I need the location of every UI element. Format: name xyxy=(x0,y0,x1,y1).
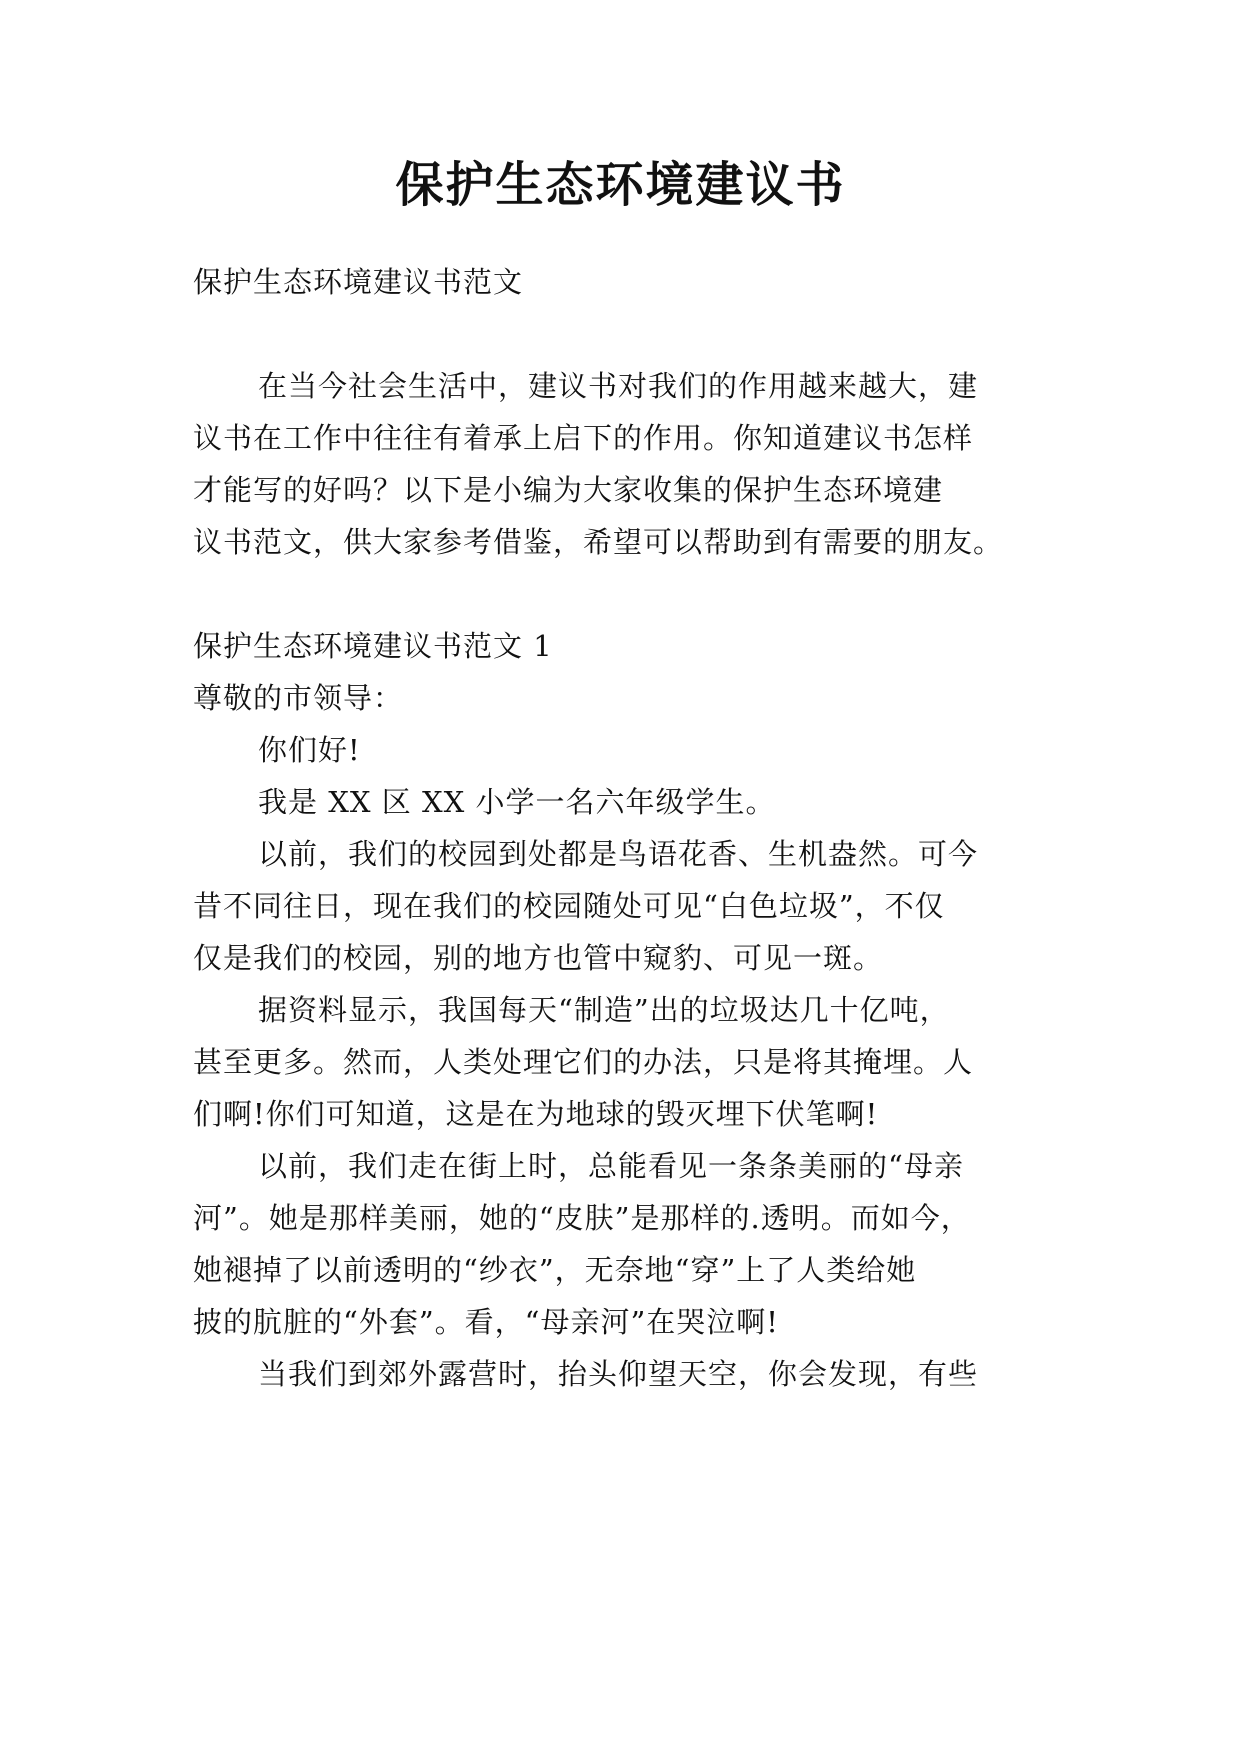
paragraph-2-line-1: 据资料显示，我国每天“制造”出的垃圾达几十亿吨， xyxy=(258,993,950,1027)
paragraph-4-line-1: 当我们到郊外露营时，抬头仰望天空，你会发现，有些 xyxy=(258,1357,979,1391)
section-heading: 保护生态环境建议书范文 1 xyxy=(193,629,553,663)
paragraph-3-line-1: 以前，我们走在街上时，总能看见一条条美丽的“母亲 xyxy=(258,1149,964,1183)
paragraph-1-line-2: 昔不同往日，现在我们的校园随处可见“白色垃圾”，不仅 xyxy=(193,889,945,923)
intro-line-4: 议书范文，供大家参考借鉴，希望可以帮助到有需要的朋友。 xyxy=(193,525,1004,559)
intro-line-1: 在当今社会生活中，建议书对我们的作用越来越大，建 xyxy=(258,369,979,403)
paragraph-1-line-3: 仅是我们的校园，别的地方也管中窥豹、可见一斑。 xyxy=(193,941,884,975)
paragraph-1-line-1: 以前，我们的校园到处都是鸟语花香、生机盎然。可今 xyxy=(258,837,979,871)
paragraph-2-line-3: 们啊!你们可知道，这是在为地球的毁灭埋下伏笔啊! xyxy=(193,1097,879,1131)
paragraph-3-line-2: 河”。她是那样美丽，她的“皮肤”是那样的.透明。而如今， xyxy=(193,1201,971,1235)
greeting: 你们好! xyxy=(258,733,361,767)
paragraph-2-line-2: 甚至更多。然而，人类处理它们的办法，只是将其掩埋。人 xyxy=(193,1045,974,1079)
intro-line-2: 议书在工作中往往有着承上启下的作用。你知道建议书怎样 xyxy=(193,421,974,455)
intro-line-3: 才能写的好吗？以下是小编为大家收集的保护生态环境建 xyxy=(193,473,944,507)
paragraph-3-line-3: 她褪掉了以前透明的“纱衣”，无奈地“穿”上了人类给她 xyxy=(193,1253,917,1287)
salutation: 尊敬的市领导： xyxy=(193,681,404,715)
document-subtitle: 保护生态环境建议书范文 xyxy=(193,265,524,299)
self-introduction: 我是 XX 区 XX 小学一名六年级学生。 xyxy=(258,785,776,819)
paragraph-3-line-4: 披的肮脏的“外套”。看，“母亲河”在哭泣啊! xyxy=(193,1305,779,1339)
document-title: 保护生态环境建议书 xyxy=(395,157,846,213)
